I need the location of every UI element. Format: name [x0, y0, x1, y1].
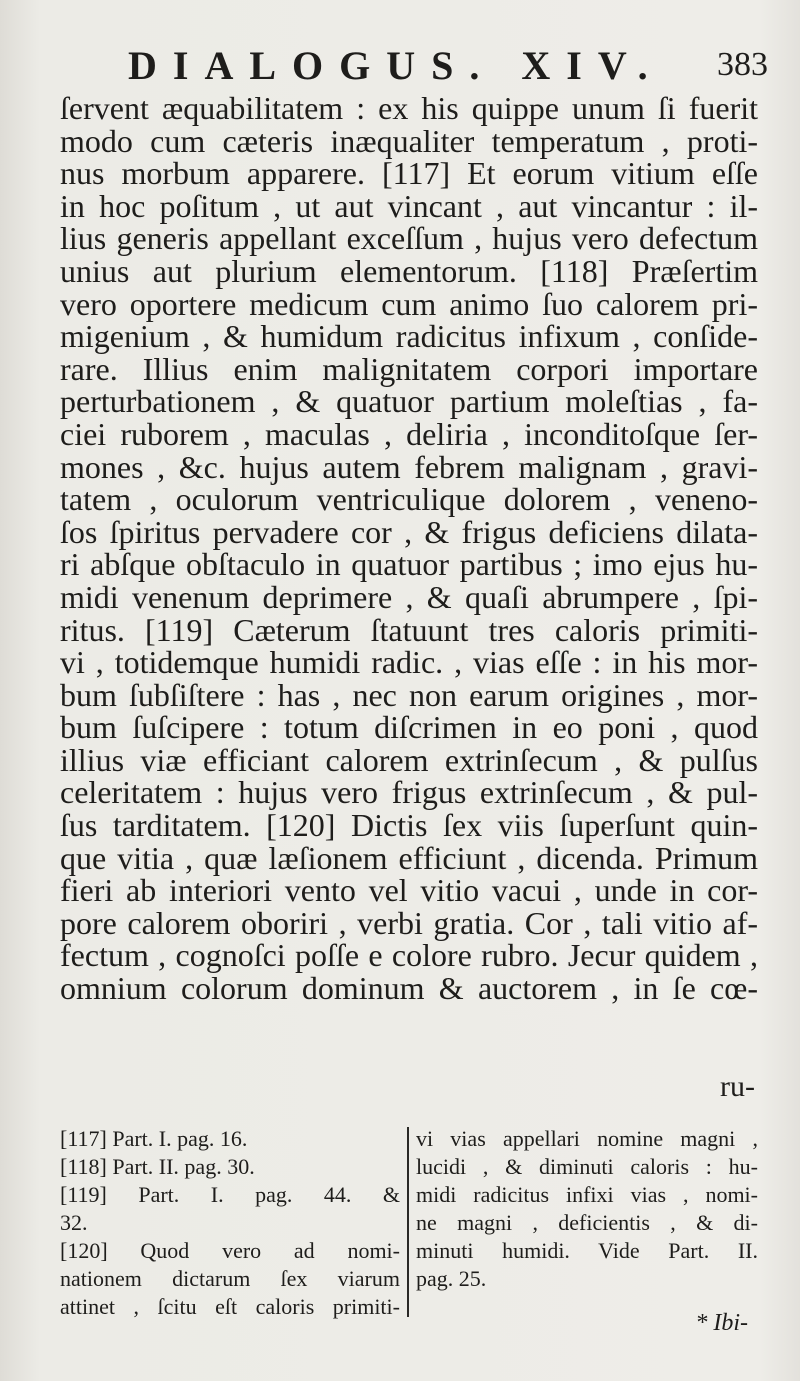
text-line: illius viæ efficiant calorem extrinſecum , & pulſus [60, 741, 758, 778]
text-line: nus morbum apparere. [117] Et eorum vitium eſſe [60, 155, 758, 192]
footnote-line: vi vias appellari nomine magni , [416, 1126, 758, 1151]
footnote-line: nationem dictarum ſex viarum [60, 1266, 400, 1291]
footnote-line: midi radicitus infixi vias , nomi- [416, 1182, 758, 1207]
text-line: lius generis appellant exceſſum , hujus vero defectum [60, 220, 758, 257]
text-line: fieri ab interiori vento vel vitio vacui , unde in cor- [60, 872, 758, 909]
text-line: ſus tarditatem. [120] Dictis ſex viis ſuperſunt quin- [60, 807, 758, 844]
footnote-line: [117] Part. I. pag. 16. [60, 1126, 248, 1151]
footnote-line: pag. 25. [416, 1266, 487, 1291]
text-line: pore calorem oboriri , verbi gratia. Cor , tali vitio af- [60, 904, 758, 941]
footnote-line: attinet , ſcitu eſt caloris primiti- [60, 1294, 400, 1319]
text-line: perturbationem , & quatuor partium moleſtias , fa- [60, 383, 758, 420]
text-line: omnium colorum dominum & auctorem , in ſe cœ- [60, 970, 758, 1007]
footnote-line: ne magni , deficientis , & di- [416, 1210, 758, 1235]
text-line: que vitia , quæ læſionem efficiunt , dicenda. Primum [60, 839, 758, 876]
text-line: ri abſque obſtaculo in quatuor partibus ; imo ejus hu- [60, 546, 758, 583]
footnote-column-right [416, 1125, 758, 1293]
text-line: unius aut plurium elementorum. [118] Præſertim [60, 252, 758, 289]
text-line: ciei ruborem , maculas , deliria , inconditoſque ſer- [60, 415, 758, 452]
text-line: fectum , cognoſci poſſe e colore rubro. Jecur quidem , [60, 937, 758, 974]
page-number: 383 [717, 46, 768, 83]
running-title: DIALOGUS. XIV. [128, 43, 664, 88]
text-line: modo cum cæteris inæqualiter temperatum , proti- [60, 122, 758, 159]
main-text [60, 92, 758, 1005]
text-line: celeritatem : hujus vero frigus extrinſecum , & pul- [60, 774, 758, 811]
text-line: bum ſubſiſtere : has , nec non earum origines , mor- [60, 676, 758, 713]
footnote-line: lucidi , & diminuti caloris : hu- [416, 1154, 758, 1179]
text-line: vero oportere medicum cum animo ſuo calorem pri- [60, 285, 758, 322]
signature-catchword: * Ibi- [695, 1310, 748, 1336]
text-line: rare. Illius enim malignitatem corpori importare [60, 350, 758, 387]
footnote-column-left [60, 1125, 400, 1321]
text-line: ritus. [119] Cæterum ſtatuunt tres caloris primiti- [60, 611, 758, 648]
footnote-line: 32. [60, 1210, 88, 1235]
text-line: in hoc poſitum , ut aut vincant , aut vincantur : il- [60, 187, 758, 224]
footnote-line: [119] Part. I. pag. 44. & [60, 1182, 400, 1207]
text-line: migenium , & humidum radicitus infixum , conſide- [60, 318, 758, 355]
footnote-line: [120] Quod vero ad nomi- [60, 1238, 400, 1263]
text-line: tatem , oculorum ventriculique dolorem , veneno- [60, 481, 758, 518]
footnote-line: minuti humidi. Vide Part. II. [416, 1238, 758, 1263]
text-line: ſervent æquabilitatem : ex his quippe unum ſi fuerit [60, 90, 758, 126]
text-line: midi venenum deprimere , & quaſi abrumpere , ſpi- [60, 578, 758, 615]
footnote-line: [118] Part. II. pag. 30. [60, 1154, 255, 1179]
footnote-divider [407, 1127, 409, 1317]
text-line: mones , &c. hujus autem febrem malignam , gravi- [60, 448, 758, 485]
text-line: vi , totidemque humidi radic. , vias eſſe : in his mor- [60, 644, 758, 681]
text-line: ſos ſpiritus pervadere cor , & frigus deficiens dilata- [60, 513, 758, 550]
catchword: ru- [720, 1070, 755, 1103]
text-line: bum ſuſcipere : totum diſcrimen in eo poni , quod [60, 709, 758, 746]
footnotes [60, 1125, 760, 1325]
